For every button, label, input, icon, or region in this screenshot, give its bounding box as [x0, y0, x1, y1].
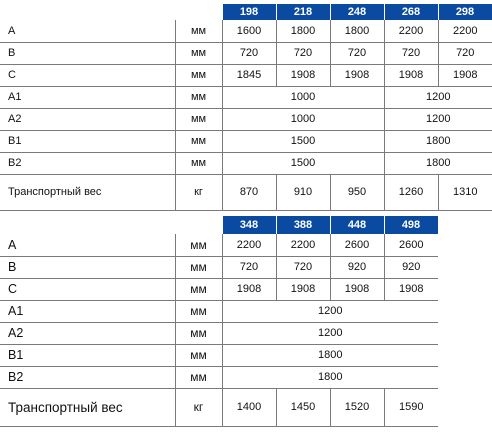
cell-value: 720	[276, 42, 330, 64]
model-header: 388	[276, 216, 330, 234]
merged-value: 1800	[384, 130, 492, 152]
row-unit: мм	[175, 152, 222, 174]
model-header: 498	[384, 216, 438, 234]
row-unit: мм	[175, 64, 222, 86]
row-label: B	[0, 256, 175, 278]
table-row	[0, 234, 438, 256]
cell-value: 720	[384, 42, 438, 64]
merged-value: 1500	[222, 152, 384, 174]
merged-value: 1200	[222, 322, 438, 344]
merged-value: 1800	[222, 344, 438, 366]
table-row	[0, 42, 492, 64]
table-row	[0, 278, 438, 300]
cell-value: 1908	[276, 64, 330, 86]
table-row	[0, 64, 492, 86]
table-row	[0, 388, 438, 426]
cell-value: 950	[330, 174, 384, 210]
row-unit: кг	[175, 388, 222, 426]
merged-value: 1200	[222, 300, 438, 322]
cell-value: 1590	[384, 388, 438, 426]
cell-value: 720	[330, 42, 384, 64]
row-unit: мм	[175, 108, 222, 130]
table-row	[0, 152, 492, 174]
model-header: 268	[384, 4, 438, 20]
model-header: 348	[222, 216, 276, 234]
table-row	[0, 366, 438, 388]
cell-value: 2600	[384, 234, 438, 256]
row-unit: мм	[175, 86, 222, 108]
cell-value: 720	[222, 256, 276, 278]
row-label: A1	[0, 86, 175, 108]
merged-value: 1500	[222, 130, 384, 152]
cell-value: 1908	[330, 278, 384, 300]
row-label: C	[0, 64, 175, 86]
cell-value: 720	[222, 42, 276, 64]
model-header: 198	[222, 4, 276, 20]
cell-value: 1908	[384, 278, 438, 300]
row-label: B2	[0, 366, 175, 388]
table-row	[0, 322, 438, 344]
cell-value: 2600	[330, 234, 384, 256]
row-unit: мм	[175, 300, 222, 322]
merged-value: 1800	[384, 152, 492, 174]
cell-value: 2200	[222, 234, 276, 256]
row-label: B2	[0, 152, 175, 174]
row-label: A1	[0, 300, 175, 322]
row-label: B1	[0, 344, 175, 366]
cell-value: 2200	[438, 20, 492, 42]
cell-value: 1908	[438, 64, 492, 86]
row-unit: мм	[175, 20, 222, 42]
merged-value: 1800	[222, 366, 438, 388]
cell-value: 720	[438, 42, 492, 64]
cell-value: 1310	[438, 174, 492, 210]
model-header-row	[0, 216, 438, 234]
spec-table-2	[0, 216, 439, 427]
table-row	[0, 108, 492, 130]
cell-value: 1600	[222, 20, 276, 42]
row-unit: мм	[175, 256, 222, 278]
row-unit: мм	[175, 344, 222, 366]
table-row	[0, 344, 438, 366]
cell-value: 1908	[384, 64, 438, 86]
cell-value: 1908	[330, 64, 384, 86]
row-unit: мм	[175, 322, 222, 344]
row-unit: мм	[175, 366, 222, 388]
row-label: A2	[0, 322, 175, 344]
table-row	[0, 300, 438, 322]
row-unit: мм	[175, 278, 222, 300]
cell-value: 1800	[330, 20, 384, 42]
row-unit: мм	[175, 42, 222, 64]
cell-value: 1400	[222, 388, 276, 426]
model-header: 448	[330, 216, 384, 234]
merged-value: 1000	[222, 108, 384, 130]
row-label: A	[0, 234, 175, 256]
table-row	[0, 130, 492, 152]
table-row	[0, 86, 492, 108]
cell-value: 920	[330, 256, 384, 278]
cell-value: 1520	[330, 388, 384, 426]
model-header: 298	[438, 4, 492, 20]
table-row	[0, 256, 438, 278]
model-header-row	[0, 4, 492, 20]
row-unit: мм	[175, 234, 222, 256]
cell-value: 1260	[384, 174, 438, 210]
cell-value: 2200	[384, 20, 438, 42]
row-label: C	[0, 278, 175, 300]
row-label: B	[0, 42, 175, 64]
merged-value: 1000	[222, 86, 384, 108]
row-label: Транспортный вес	[0, 388, 175, 426]
cell-value: 2200	[276, 234, 330, 256]
cell-value: 1908	[276, 278, 330, 300]
row-label: Транспортный вес	[0, 174, 175, 210]
table-row	[0, 20, 492, 42]
model-header: 218	[276, 4, 330, 20]
row-label: A	[0, 20, 175, 42]
cell-value: 1800	[276, 20, 330, 42]
row-unit: кг	[175, 174, 222, 210]
merged-value: 1200	[384, 86, 492, 108]
cell-value: 1450	[276, 388, 330, 426]
row-label: B1	[0, 130, 175, 152]
cell-value: 920	[384, 256, 438, 278]
merged-value: 1200	[384, 108, 492, 130]
model-header: 248	[330, 4, 384, 20]
cell-value: 1908	[222, 278, 276, 300]
cell-value: 1845	[222, 64, 276, 86]
spec-table-1	[0, 4, 492, 211]
row-label: A2	[0, 108, 175, 130]
table-row	[0, 174, 492, 210]
cell-value: 720	[276, 256, 330, 278]
cell-value: 910	[276, 174, 330, 210]
row-unit: мм	[175, 130, 222, 152]
cell-value: 870	[222, 174, 276, 210]
